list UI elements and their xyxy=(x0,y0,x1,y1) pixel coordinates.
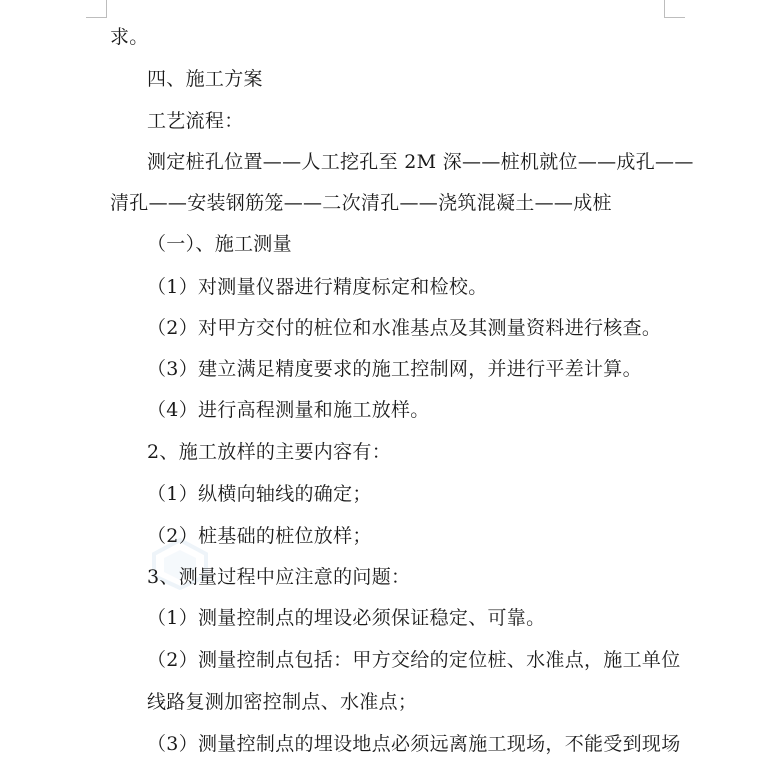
subsection-heading: （一）、施工测量 xyxy=(147,233,292,255)
subsection-heading: 2、施工放样的主要内容有： xyxy=(147,441,391,463)
list-item: （1）测量控制点的埋设必须保证稳定、可靠。 xyxy=(147,607,546,629)
list-item: （2）桩基础的桩位放样； xyxy=(147,525,372,547)
subsection-heading: 3、测量过程中应注意的问题： xyxy=(147,566,411,588)
list-item: （3）建立满足精度要求的施工控制网，并进行平差计算。 xyxy=(147,358,642,380)
list-item: （2）测量控制点包括：甲方交给的定位桩、水准点，施工单位 xyxy=(147,649,681,671)
text-line: 求。 xyxy=(110,26,149,48)
crop-mark-left xyxy=(86,0,107,18)
list-item: （1）对测量仪器进行精度标定和检校。 xyxy=(147,276,488,298)
section-heading: 四、施工方案 xyxy=(147,68,263,90)
list-item: （2）对甲方交付的桩位和水准基点及其测量资料进行核查。 xyxy=(147,317,662,339)
text-line: 测定桩孔位置——人工挖孔至 2M 深——桩机就位——成孔—— xyxy=(147,151,694,173)
subheading: 工艺流程： xyxy=(147,110,244,132)
crop-mark-right xyxy=(664,0,685,18)
list-item: （1）纵横向轴线的确定； xyxy=(147,483,372,505)
list-item: （4）进行高程测量和施工放样。 xyxy=(147,399,430,421)
list-item: （3）测量控制点的埋设地点必须远离施工现场，不能受到现场 xyxy=(147,733,681,755)
text-line: 清孔——安装钢筋笼——二次清孔——浇筑混凝土——成桩 xyxy=(110,192,612,214)
text-line: 线路复测加密控制点、水准点； xyxy=(147,691,418,713)
